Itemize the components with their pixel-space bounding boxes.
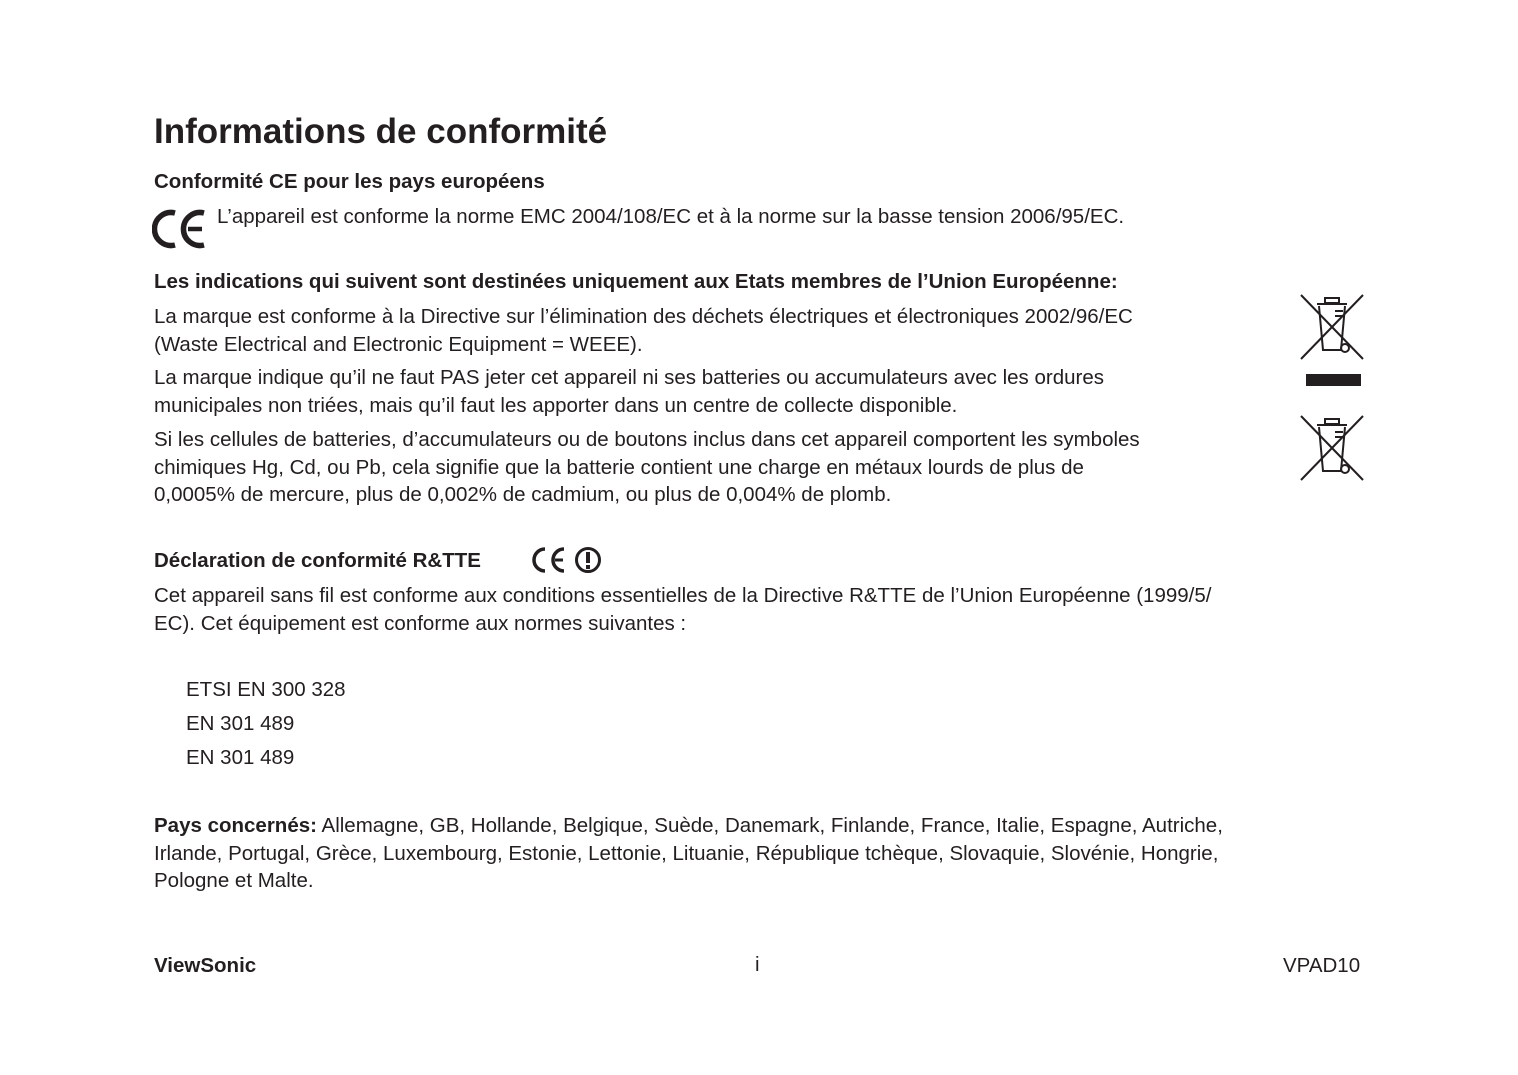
rtte-line-2: EC). Cet équipement est conforme aux normes suivantes : (154, 611, 687, 635)
black-bar-mark (1306, 374, 1361, 386)
ce-mark-icon (152, 208, 208, 250)
countries-line-2: Irlande, Portugal, Grèce, Luxembourg, Estonie, Lettonie, Lituanie, République tchèque, Slovaquie, Slovénie, Hongrie, (154, 841, 1219, 865)
countries-paragraph (154, 812, 1223, 895)
standard-item: ETSI EN 300 328 (186, 678, 346, 701)
weee-paragraph (154, 303, 1133, 358)
rtte-section-heading: Déclaration de conformité R&TTE (154, 549, 481, 572)
eu-section-heading: Les indications qui suivent sont destinées uniquement aux Etats membres de l’Union Européenne: (154, 270, 1118, 293)
countries-label: Pays concernés: (154, 814, 317, 837)
ce-section-heading: Conformité CE pour les pays européens (154, 170, 545, 193)
crossed-out-bin-icon (1299, 293, 1365, 361)
countries-line-1: Allemagne, GB, Hollande, Belgique, Suède, Danemark, Finlande, France, Italie, Espagne, Autriche, (316, 814, 1223, 837)
standard-item: EN 301 489 (186, 712, 295, 735)
battery-line-1: Si les cellules de batteries, d’accumulateurs ou de boutons inclus dans cet appareil comportent les symboles (154, 428, 1140, 451)
footer-model: VPAD10 (1283, 954, 1361, 977)
disposal-paragraph (154, 364, 1104, 419)
rtte-paragraph (154, 582, 1211, 637)
weee-line-1: La marque est conforme à la Directive sur l’élimination des déchets électriques et électroniques 2002/96/EC (154, 305, 1133, 328)
footer-brand: ViewSonic (154, 954, 257, 977)
crossed-out-bin-icon (1299, 414, 1365, 482)
ce-compliance-text: L’appareil est conforme la norme EMC 2004/108/EC et à la norme sur la basse tension 2006/95/EC. (217, 205, 1125, 228)
standard-item: EN 301 489 (186, 746, 295, 769)
weee-line-2: (Waste Electrical and Electronic Equipment = WEEE). (154, 332, 643, 356)
rtte-line-1: Cet appareil sans fil est conforme aux conditions essentielles de la Directive R&TTE de l’Union Européenne (1999/5/ (154, 584, 1212, 607)
battery-paragraph (154, 426, 1140, 509)
disposal-line-1: La marque indique qu’il ne faut PAS jeter cet appareil ni ses batteries ou accumulateurs avec les ordures (154, 366, 1104, 389)
ce-alert-mark-icon (531, 545, 603, 575)
page-title: Informations de conformité (154, 112, 608, 151)
disposal-line-2: municipales non triées, mais qu’il faut les apporter dans un centre de collecte disponible. (154, 393, 958, 417)
countries-line-3: Pologne et Malte. (154, 869, 314, 892)
battery-line-3: 0,0005% de mercure, plus de 0,002% de cadmium, ou plus de 0,004% de plomb. (154, 483, 892, 506)
footer-page-number: i (755, 953, 760, 976)
battery-line-2: chimiques Hg, Cd, ou Pb, cela signifie que la batterie contient une charge en métaux lourds de plus de (154, 455, 1084, 479)
